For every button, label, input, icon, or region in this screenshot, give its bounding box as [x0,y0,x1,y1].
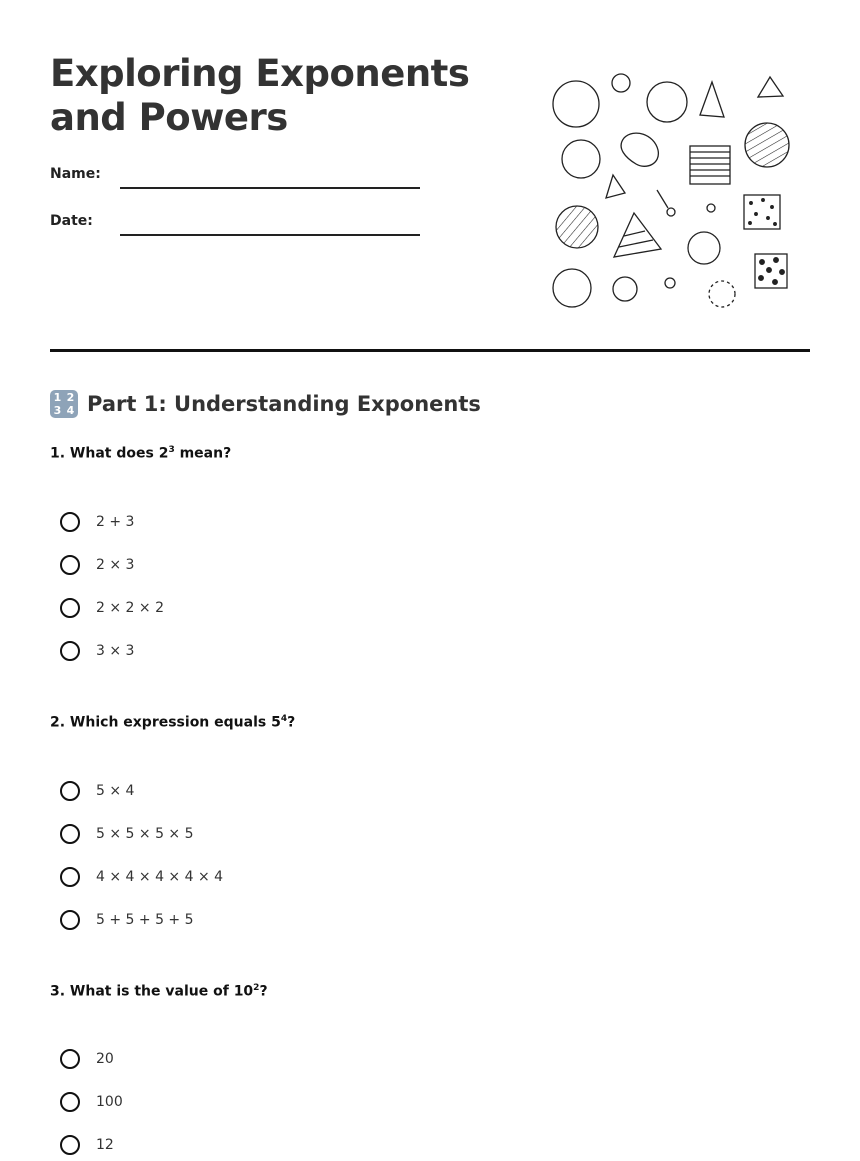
radio-circle[interactable] [60,781,80,801]
radio-circle[interactable] [60,1092,80,1112]
hatched-circle-shape [556,206,598,248]
title-line-2: and Powers [50,96,288,139]
name-label: Name: [50,166,101,182]
section-title: Part 1: Understanding Exponents [87,392,481,416]
q2-option-a[interactable] [60,778,134,804]
radio-circle[interactable] [60,867,80,887]
worksheet-title [50,52,510,140]
triangle-shape [758,77,783,97]
q1-option-c[interactable] [60,595,164,621]
striped-square-shape [690,146,730,184]
circle-shape [553,269,591,307]
name-line[interactable] [120,187,420,189]
q1-option-d[interactable] [60,638,134,664]
circle-shape [553,81,599,127]
small-circle-shape [665,278,675,288]
circle-shape [647,82,687,122]
pin-shape [657,190,668,208]
option-label: 2 × 2 × 2 [96,600,164,616]
option-label: 2 + 3 [96,514,135,530]
option-label: 4 × 4 × 4 × 4 × 4 [96,869,224,885]
date-line[interactable] [120,234,420,236]
date-field[interactable] [50,213,420,237]
title-line-1: Exploring Exponents [50,52,470,95]
radio-circle[interactable] [60,824,80,844]
small-circle-shape [707,204,715,212]
input-numbers-icon: 1 2 3 4 [50,390,78,418]
q1-option-b[interactable] [60,552,134,578]
option-label: 3 × 3 [96,643,135,659]
radio-circle[interactable] [60,910,80,930]
radio-circle[interactable] [60,641,80,661]
option-label: 100 [96,1094,123,1110]
q3-option-b[interactable] [60,1089,123,1115]
spotted-square-shape [755,254,787,288]
option-label: 12 [96,1137,114,1153]
q3-option-a[interactable] [60,1046,114,1072]
circle-shape [612,74,630,92]
section-divider [50,349,810,352]
q2-option-b[interactable] [60,821,194,847]
option-label: 5 × 5 × 5 × 5 [96,826,194,842]
q3-option-c[interactable] [60,1132,114,1158]
q2-option-c[interactable] [60,864,223,890]
radio-circle[interactable] [60,598,80,618]
circle-shape [562,140,600,178]
doodle-shapes-illustration [545,68,795,313]
radio-circle[interactable] [60,1135,80,1155]
radio-circle[interactable] [60,512,80,532]
striped-triangle-shape [614,213,661,257]
triangle-shape [700,82,724,117]
q2-option-d[interactable] [60,907,194,933]
section-heading-part-1 [50,389,481,419]
circle-shape [613,277,637,301]
small-circle-shape [667,208,675,216]
triangle-shape [606,175,625,198]
question-2: 2. Which expression equals $5^4$? [50,714,296,731]
dotted-square-shape [744,195,780,229]
date-label: Date: [50,213,93,229]
radio-circle[interactable] [60,555,80,575]
question-3: 3. What is the value of $10^2$? [50,983,268,1000]
option-label: 5 × 4 [96,783,135,799]
dashed-circle-shape [709,281,735,307]
blob-shape [621,133,658,166]
option-label: 20 [96,1051,114,1067]
q1-option-a[interactable] [60,509,134,535]
radio-circle[interactable] [60,1049,80,1069]
circle-shape [688,232,720,264]
name-field[interactable] [50,166,420,190]
option-label: 2 × 3 [96,557,135,573]
option-label: 5 + 5 + 5 + 5 [96,912,194,928]
question-1: 1. What does $2^3$ mean? [50,445,232,462]
hatched-circle-shape [745,123,789,167]
